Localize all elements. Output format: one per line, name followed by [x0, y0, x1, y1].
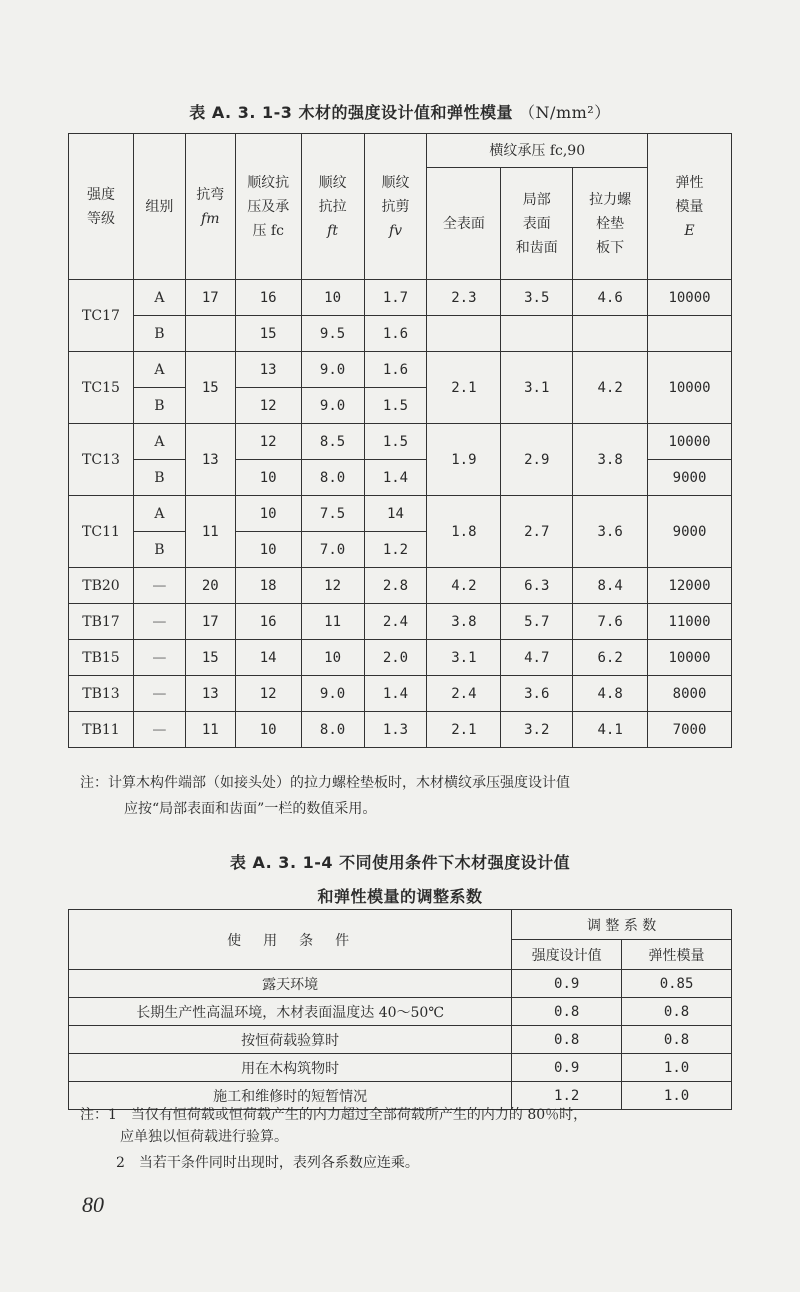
table-row: [69, 352, 732, 388]
cell-bolt: 8.4: [573, 568, 648, 604]
header-text: 弹性: [675, 174, 704, 191]
cell-grade: TB11: [69, 712, 134, 748]
header-text: 抗拉: [318, 198, 347, 215]
cell-local: 3.5: [501, 280, 573, 316]
header-text: 表面: [522, 215, 551, 232]
cell-grade: TB13: [69, 676, 134, 712]
cell-fc: 10: [235, 460, 301, 496]
cell-fc: 12: [235, 676, 301, 712]
table-row: [69, 970, 732, 998]
cell-group: B: [133, 316, 185, 352]
table-header-row: [69, 134, 732, 168]
cell-full: [427, 316, 501, 352]
header-text: 模量: [675, 198, 704, 215]
cell-fc: 12: [235, 424, 301, 460]
table1-unit: （N/mm²）: [519, 103, 611, 122]
cell-fc: 18: [235, 568, 301, 604]
cell-E: 12000: [648, 568, 732, 604]
table-row: [69, 568, 732, 604]
cell-full: 4.2: [427, 568, 501, 604]
cell-full: 2.4: [427, 676, 501, 712]
note-line: 2 当若干条件同时出现时，表列各系数应连乘。: [116, 1155, 419, 1171]
cell-condition: 按恒荷载验算时: [69, 1026, 512, 1054]
cell-modulus-factor: 0.8: [622, 1026, 732, 1054]
cell-local: 3.1: [501, 352, 573, 424]
note-line: 应单独以恒荷载进行验算。: [120, 1129, 288, 1145]
header-symbol: fv: [388, 222, 403, 239]
header-text: 和齿面: [515, 239, 558, 256]
cell-ft: 7.0: [301, 532, 364, 568]
header-grade: [69, 134, 134, 280]
cell-fm: 20: [185, 568, 235, 604]
cell-modulus-factor: 0.85: [622, 970, 732, 998]
cell-fv: 2.8: [364, 568, 427, 604]
cell-fc: 13: [235, 352, 301, 388]
cell-E: 10000: [648, 352, 732, 424]
table-row: [69, 316, 732, 352]
header-text: 等级: [86, 210, 115, 227]
header-text: 压 fc: [252, 222, 284, 239]
cell-local: [501, 316, 573, 352]
cell-E: 9000: [648, 496, 732, 568]
note-line: 注：计算木构件端部（如接头处）的拉力螺栓垫板时，木材横纹承压强度设计值: [80, 775, 570, 791]
cell-local: 3.2: [501, 712, 573, 748]
cell-strength-factor: 0.8: [512, 1026, 622, 1054]
cell-fv: 1.4: [364, 460, 427, 496]
table1-title: [0, 100, 800, 123]
header-text: 顺纹: [381, 174, 410, 191]
cell-group: B: [133, 532, 185, 568]
cell-fc: 16: [235, 280, 301, 316]
cell-fv: 1.7: [364, 280, 427, 316]
cell-E: 7000: [648, 712, 732, 748]
cell-strength-factor: 0.9: [512, 970, 622, 998]
cell-fv: 2.0: [364, 640, 427, 676]
table-row: [69, 712, 732, 748]
cell-fv: 1.6: [364, 316, 427, 352]
cell-fm: 13: [185, 424, 235, 496]
header-text: 顺纹抗: [247, 174, 290, 191]
header-text: 局部: [522, 191, 551, 208]
cell-fm: 13: [185, 676, 235, 712]
header-cross-grain: 横纹承压 fc,90: [427, 134, 648, 168]
cell-fc: 16: [235, 604, 301, 640]
note-line: 应按“局部表面和齿面”一栏的数值采用。: [124, 801, 377, 817]
cell-fv: 14: [364, 496, 427, 532]
cell-group: —: [133, 604, 185, 640]
cell-group: B: [133, 460, 185, 496]
cell-ft: 12: [301, 568, 364, 604]
cell-group: A: [133, 352, 185, 388]
table2-title-line: 和弹性模量的调整系数: [317, 887, 483, 906]
cell-ft: 10: [301, 640, 364, 676]
cell-strength-factor: 0.9: [512, 1054, 622, 1082]
header-symbol: fm: [201, 210, 220, 227]
cell-ft: 9.5: [301, 316, 364, 352]
cell-grade: TC17: [69, 280, 134, 352]
cell-fv: 1.4: [364, 676, 427, 712]
cell-fv: 1.5: [364, 424, 427, 460]
cell-bolt: 6.2: [573, 640, 648, 676]
table-row: [69, 1054, 732, 1082]
cell-grade: TC13: [69, 424, 134, 496]
cell-full: 3.8: [427, 604, 501, 640]
cell-grade: TB15: [69, 640, 134, 676]
cell-group: —: [133, 712, 185, 748]
cell-E: 11000: [648, 604, 732, 640]
header-bending: [185, 134, 235, 280]
table2-title-line: 表 A. 3. 1-4 不同使用条件下木材强度设计值: [229, 853, 571, 872]
cell-ft: 9.0: [301, 352, 364, 388]
cell-fm: 17: [185, 280, 235, 316]
table-row: [69, 496, 732, 532]
cell-fc: 10: [235, 496, 301, 532]
cell-bolt: 3.6: [573, 496, 648, 568]
page-number: 80: [82, 1192, 104, 1217]
cell-condition: 用在木构筑物时: [69, 1054, 512, 1082]
header-text: 抗弯: [196, 186, 225, 203]
cell-grade: TC11: [69, 496, 134, 568]
cell-condition: 长期生产性高温环境，木材表面温度达 40～50℃: [69, 998, 512, 1026]
cell-bolt: 7.6: [573, 604, 648, 640]
cell-E: [648, 316, 732, 352]
cell-ft: 9.0: [301, 388, 364, 424]
cell-group: A: [133, 496, 185, 532]
table2-title: [0, 846, 800, 914]
header-text: 拉力螺: [589, 191, 632, 208]
header-local-surface: [501, 168, 573, 280]
cell-grade: TB17: [69, 604, 134, 640]
cell-group: —: [133, 640, 185, 676]
header-modulus: [648, 134, 732, 280]
cell-ft: 8.0: [301, 712, 364, 748]
header-full-surface: 全表面: [427, 168, 501, 280]
cell-local: 2.7: [501, 496, 573, 568]
cell-condition: 施工和维修时的短暂情况: [69, 1082, 512, 1110]
cell-bolt: 4.8: [573, 676, 648, 712]
header-text: 压及承: [247, 198, 290, 215]
cell-fv: 1.2: [364, 532, 427, 568]
table1-title-text: 表 A. 3. 1-3 木材的强度设计值和弹性模量: [189, 103, 513, 122]
header-compression: [235, 134, 301, 280]
header-condition: 使 用 条 件: [69, 910, 512, 970]
cell-local: 3.6: [501, 676, 573, 712]
header-bolt: [573, 168, 648, 280]
cell-bolt: 3.8: [573, 424, 648, 496]
cell-bolt: 4.2: [573, 352, 648, 424]
header-strength: 强度设计值: [512, 940, 622, 970]
cell-E: 10000: [648, 640, 732, 676]
table-row: [69, 280, 732, 316]
cell-E: 8000: [648, 676, 732, 712]
table2-notes: [80, 1104, 760, 1174]
cell-fm: 11: [185, 712, 235, 748]
header-symbol: ft: [327, 222, 338, 239]
cell-full: 2.1: [427, 712, 501, 748]
cell-fm: 15: [185, 352, 235, 424]
cell-full: 1.9: [427, 424, 501, 496]
cell-local: 2.9: [501, 424, 573, 496]
header-group: 组别: [133, 134, 185, 280]
cell-bolt: 4.1: [573, 712, 648, 748]
cell-fc: 14: [235, 640, 301, 676]
cell-grade: TC15: [69, 352, 134, 424]
cell-ft: 7.5: [301, 496, 364, 532]
cell-full: 2.1: [427, 352, 501, 424]
cell-strength-factor: 1.2: [512, 1082, 622, 1110]
header-text: 强度: [86, 186, 115, 203]
cell-fv: 2.4: [364, 604, 427, 640]
cell-ft: 11: [301, 604, 364, 640]
table-header-row: [69, 910, 732, 940]
header-symbol: E: [684, 222, 695, 239]
cell-group: A: [133, 280, 185, 316]
cell-E: 9000: [648, 460, 732, 496]
cell-fm: [185, 316, 235, 352]
cell-fv: 1.3: [364, 712, 427, 748]
table-row: [69, 604, 732, 640]
cell-fv: 1.5: [364, 388, 427, 424]
header-text: 栓垫: [596, 215, 625, 232]
cell-full: 2.3: [427, 280, 501, 316]
header-modulus: 弹性模量: [622, 940, 732, 970]
cell-group: A: [133, 424, 185, 460]
cell-fc: 10: [235, 532, 301, 568]
header-shear: [364, 134, 427, 280]
header-text: 抗剪: [381, 198, 410, 215]
cell-full: 3.1: [427, 640, 501, 676]
cell-fm: 11: [185, 496, 235, 568]
cell-ft: 9.0: [301, 676, 364, 712]
header-text: 板下: [596, 239, 625, 256]
cell-bolt: [573, 316, 648, 352]
table-row: [69, 998, 732, 1026]
cell-modulus-factor: 0.8: [622, 998, 732, 1026]
cell-grade: TB20: [69, 568, 134, 604]
cell-E: 10000: [648, 424, 732, 460]
table-row: [69, 640, 732, 676]
cell-fc: 10: [235, 712, 301, 748]
header-text: 顺纹: [318, 174, 347, 191]
table1-note: [80, 770, 760, 822]
cell-modulus-factor: 1.0: [622, 1054, 732, 1082]
table-row: [69, 1026, 732, 1054]
header-factor: 调 整 系 数: [512, 910, 732, 940]
cell-local: 4.7: [501, 640, 573, 676]
adjustment-table: [68, 909, 732, 1110]
cell-modulus-factor: 1.0: [622, 1082, 732, 1110]
header-tension: [301, 134, 364, 280]
note-line: 注：1 当仅有恒荷载或恒荷载产生的内力超过全部荷载所产生的内力的 80％时，: [80, 1107, 588, 1123]
cell-fm: 15: [185, 640, 235, 676]
cell-fc: 15: [235, 316, 301, 352]
cell-fv: 1.6: [364, 352, 427, 388]
cell-group: B: [133, 388, 185, 424]
cell-ft: 8.5: [301, 424, 364, 460]
cell-fc: 12: [235, 388, 301, 424]
cell-full: 1.8: [427, 496, 501, 568]
cell-group: —: [133, 676, 185, 712]
cell-E: 10000: [648, 280, 732, 316]
table-row: [69, 424, 732, 460]
cell-ft: 8.0: [301, 460, 364, 496]
cell-fm: 17: [185, 604, 235, 640]
cell-strength-factor: 0.8: [512, 998, 622, 1026]
table-row: [69, 676, 732, 712]
strength-table: [68, 133, 732, 748]
cell-condition: 露天环境: [69, 970, 512, 998]
cell-local: 6.3: [501, 568, 573, 604]
cell-local: 5.7: [501, 604, 573, 640]
cell-bolt: 4.6: [573, 280, 648, 316]
cell-group: —: [133, 568, 185, 604]
cell-ft: 10: [301, 280, 364, 316]
